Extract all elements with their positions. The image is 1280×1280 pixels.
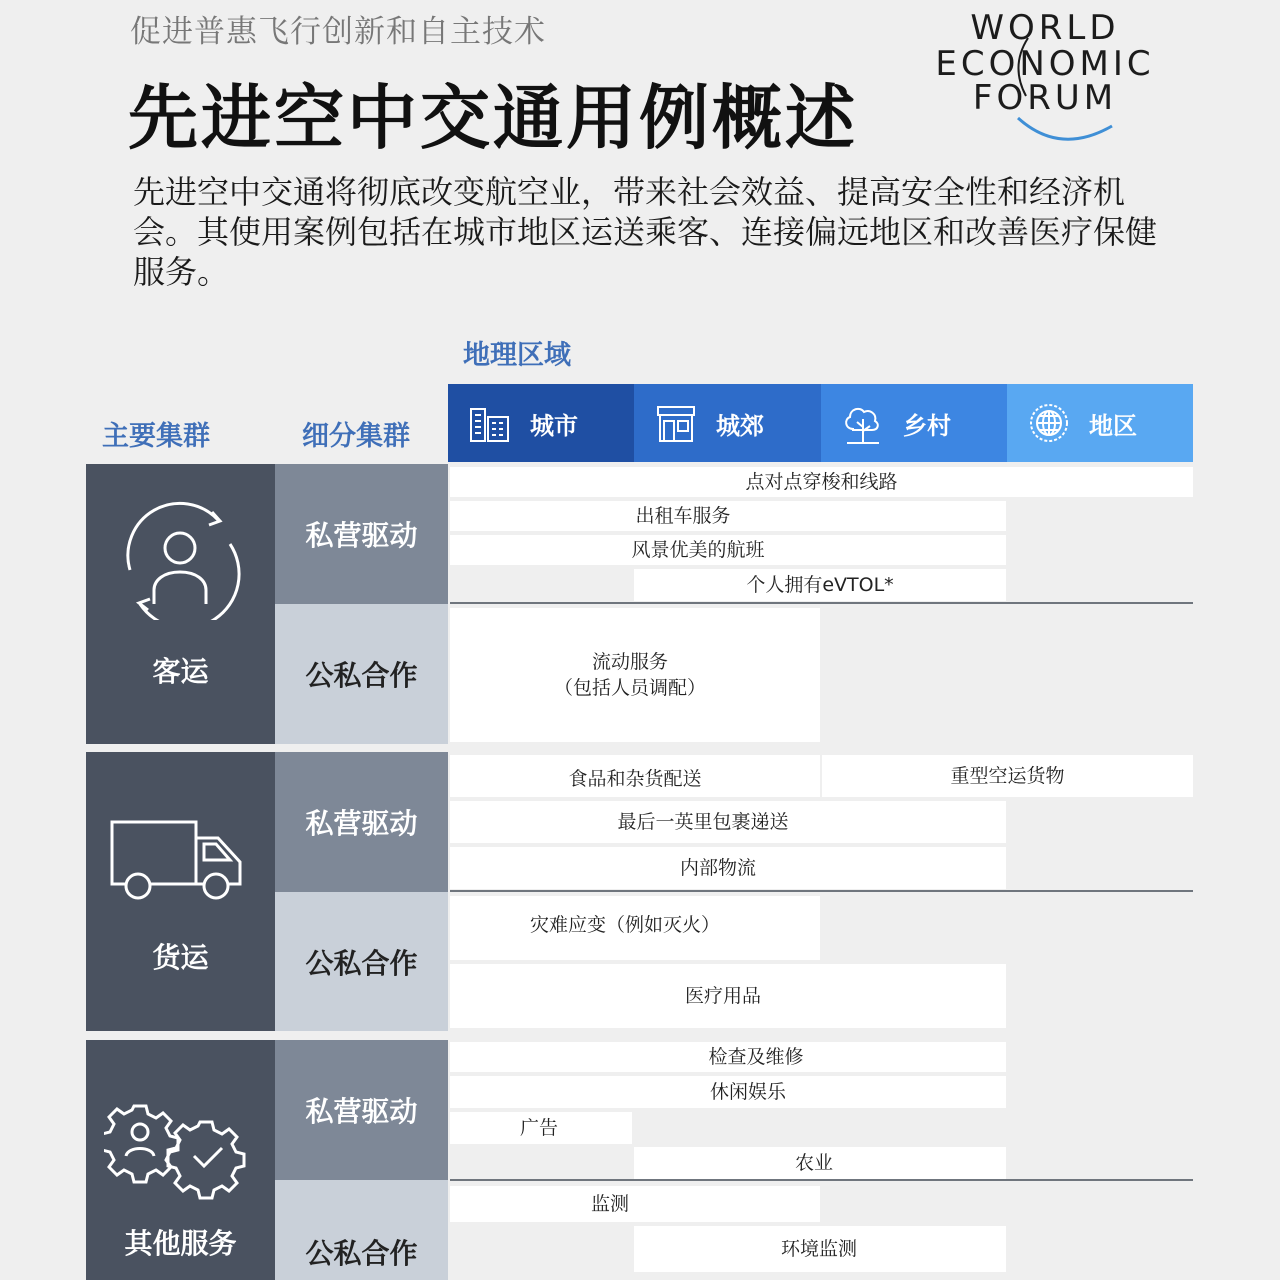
usecase-label: 监测	[590, 1193, 629, 1215]
cluster-other	[86, 1040, 275, 1280]
usecase-bar	[634, 1147, 1006, 1179]
logo-line-3: FORUM	[972, 78, 1118, 118]
geo-label-urban: 城市	[530, 411, 578, 440]
usecase-bar	[450, 847, 1006, 889]
logo-line-2: ECONOMIC	[935, 44, 1155, 84]
usecase-bar	[450, 1042, 1006, 1072]
sub-private-passenger: 私营驱动	[275, 464, 448, 604]
cluster-cargo	[86, 752, 275, 1031]
usecase-bar: 重型空运货物	[822, 755, 1193, 797]
usecase-bar	[450, 964, 1006, 1028]
usecase-label: 检查及维修	[708, 1046, 804, 1068]
usecase-label: 灾难应变（例如灭火）	[529, 914, 720, 936]
logo-line-1: WORLD	[970, 8, 1120, 48]
usecase-bar	[450, 1112, 632, 1144]
geo-column-regional	[1007, 384, 1193, 462]
usecase-label: 医疗用品	[684, 985, 761, 1007]
usecase-label: 风景优美的航班	[631, 539, 765, 561]
geo-label-rural: 乡村	[903, 411, 951, 440]
sub-public-other	[275, 1180, 448, 1280]
usecase-bar: 个人拥有eVTOL*	[634, 569, 1006, 601]
usecase-bar	[450, 1186, 820, 1222]
usecase-bar	[450, 501, 1006, 531]
usecase-label: 出租车服务	[635, 505, 731, 527]
usecase-label: 流动服务	[591, 651, 668, 673]
gears-icon	[104, 1100, 254, 1200]
page-subtitle: 促进普惠飞行创新和自主技术	[130, 14, 546, 50]
usecase-label: 环境监测	[780, 1238, 857, 1260]
sub-public-passenger: 公私合作	[275, 604, 448, 744]
usecase-bar	[634, 1226, 1006, 1272]
sub-private-other: 私营驱动	[275, 1040, 448, 1180]
cluster-label-cargo: 货运	[152, 941, 209, 974]
main-cluster-label: 主要集群	[102, 421, 210, 452]
geo-column-urban	[448, 384, 634, 462]
geo-label-regional: 地区	[1089, 411, 1137, 440]
geo-column-rural	[821, 384, 1007, 462]
truck-icon	[108, 812, 253, 912]
usecase-bar	[450, 896, 820, 960]
usecase-label: 休闲娱乐	[709, 1081, 786, 1103]
city-buildings-icon	[468, 401, 512, 445]
usecase-bar	[450, 1076, 1006, 1108]
logo-arc-icon	[930, 6, 1160, 146]
usecase-label: 广告	[520, 1117, 559, 1139]
usecase-label: （包括人员调配）	[553, 677, 706, 699]
storefront-icon	[654, 401, 698, 445]
usecase-bar	[450, 535, 1006, 565]
usecase-bar: 点对点穿梭和线路	[450, 467, 1193, 497]
usecase-label: 内部物流	[679, 857, 756, 879]
tree-icon	[841, 401, 885, 445]
row-divider	[450, 890, 1193, 892]
usecase-bar	[450, 755, 820, 797]
geo-region-label: 地理区域	[463, 340, 571, 371]
cluster-label-passenger: 客运	[152, 655, 209, 688]
sub-public-cargo: 公私合作	[275, 892, 448, 1031]
wef-logo	[930, 6, 1160, 146]
sub-cluster-label: 细分集群	[302, 421, 410, 452]
page-title: 先进空中交通用例概述	[128, 77, 858, 159]
usecase-bar	[450, 801, 1006, 843]
cluster-label-other: 其他服务	[124, 1227, 237, 1260]
row-divider	[450, 602, 1193, 604]
cluster-passenger	[86, 464, 275, 744]
globe-icon	[1027, 401, 1071, 445]
usecase-label: 农业	[794, 1152, 833, 1174]
geo-column-suburban	[634, 384, 821, 462]
usecase-label: 最后一英里包裹递送	[617, 811, 789, 833]
sub-private-cargo: 私营驱动	[275, 752, 448, 892]
person-cycle-icon	[108, 500, 253, 620]
geo-region-bar	[448, 384, 1193, 462]
usecase-bar	[450, 608, 820, 742]
row-divider	[450, 1179, 1193, 1181]
usecase-label: 食品和杂货配送	[568, 768, 702, 790]
sub-public-other-label: 公私合作	[305, 1237, 418, 1270]
page-description: 先进空中交通将彻底改变航空业，带来社会效益、提高安全性和经济机会。其使用案例包括在城市地区运送乘客、连接偏远地区和改善医疗保健服务。	[133, 173, 1158, 291]
geo-label-suburban: 城郊	[716, 411, 764, 440]
